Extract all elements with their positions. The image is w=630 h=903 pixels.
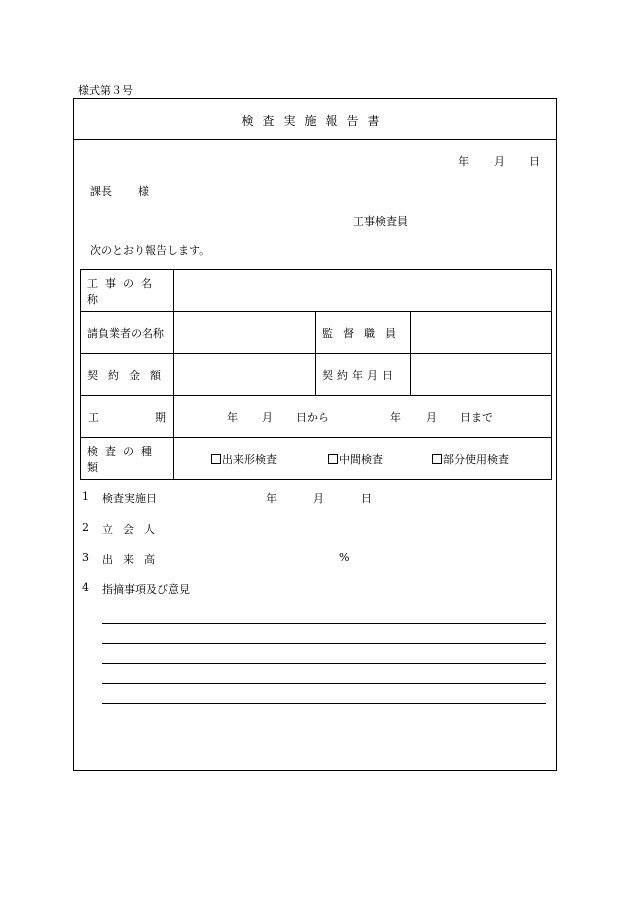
checkbox-icon[interactable] [211,454,221,464]
date-year: 年 [458,155,469,168]
contract-date-label: 契約年月日 [322,368,397,382]
supervisor-label: 監督職員 [322,326,406,340]
date-day: 日 [529,155,540,168]
findings-line[interactable] [102,643,546,644]
item-label-findings: 指摘事項及び意見 [102,583,190,596]
table-row [81,354,552,396]
table-row [81,312,552,354]
inspection-type-field [174,438,552,480]
item-number: 4 [82,581,89,594]
work-name-label: 工事の名称 [87,276,159,306]
inspection-type-label: 検査の種類 [87,444,159,474]
findings-line[interactable] [102,663,546,664]
contractor-label: 請負業者の名称 [87,326,164,340]
contract-amount-field[interactable] [174,354,316,396]
item-label-witness: 立会人 [102,523,165,536]
inspection-date-month: 月 [313,492,324,505]
checkbox-icon[interactable] [328,454,338,464]
report-table [80,269,552,480]
findings-line[interactable] [102,703,546,704]
period-start-day: 日から [296,411,329,424]
form-number: 様式第３号 [78,84,133,97]
supervisor-field[interactable] [411,312,552,354]
date-month: 月 [494,155,505,168]
contract-amount-label-cell [81,354,174,396]
inspection-option-interim[interactable]: 中間検査 [328,451,383,467]
page-title: 検査実施報告書 [241,114,389,128]
inspection-option-progress[interactable]: 出来形検査 [211,451,277,467]
period-label-cell [81,396,174,438]
progress-percent-unit: % [339,551,350,564]
table-row [81,270,552,312]
work-name-label-cell [81,270,174,312]
period-start-month: 月 [262,411,273,424]
supervisor-label-cell [316,312,411,354]
table-row [81,396,552,438]
checkbox-icon[interactable] [432,454,442,464]
contractor-field[interactable] [174,312,316,354]
intro-text: 次のとおり報告します。 [90,244,211,257]
inspection-date-year: 年 [266,492,277,505]
inspection-type-label-cell [81,438,174,480]
period-label-a: 工 [88,411,99,424]
title-bar [74,99,556,140]
findings-line[interactable] [102,623,546,624]
inspection-date-day: 日 [361,492,372,505]
contract-date-label-cell [316,354,411,396]
table-row [81,438,552,480]
period-end-day: 日まで [460,411,493,424]
period-end-year: 年 [390,411,401,424]
period-label-b: 期 [155,411,166,424]
item-number: 1 [82,490,89,503]
findings-line[interactable] [102,683,546,684]
period-field[interactable] [174,396,552,438]
period-start-year: 年 [227,411,238,424]
item-number: 2 [82,521,89,534]
work-name-field[interactable] [174,270,552,312]
inspection-option-partial-use[interactable]: 部分使用検査 [432,451,509,467]
item-number: 3 [82,551,89,564]
item-label-inspection-date: 検査実施日 [102,492,157,505]
period-end-month: 月 [426,411,437,424]
contract-amount-label: 契約金額 [87,368,171,382]
addressee-honorific: 様 [138,185,149,198]
item-label-progress: 出来高 [102,553,165,566]
contract-date-field[interactable] [411,354,552,396]
addressee-title: 課長 [90,185,112,198]
inspector-label: 工事検査員 [353,215,408,228]
contractor-label-cell [81,312,174,354]
